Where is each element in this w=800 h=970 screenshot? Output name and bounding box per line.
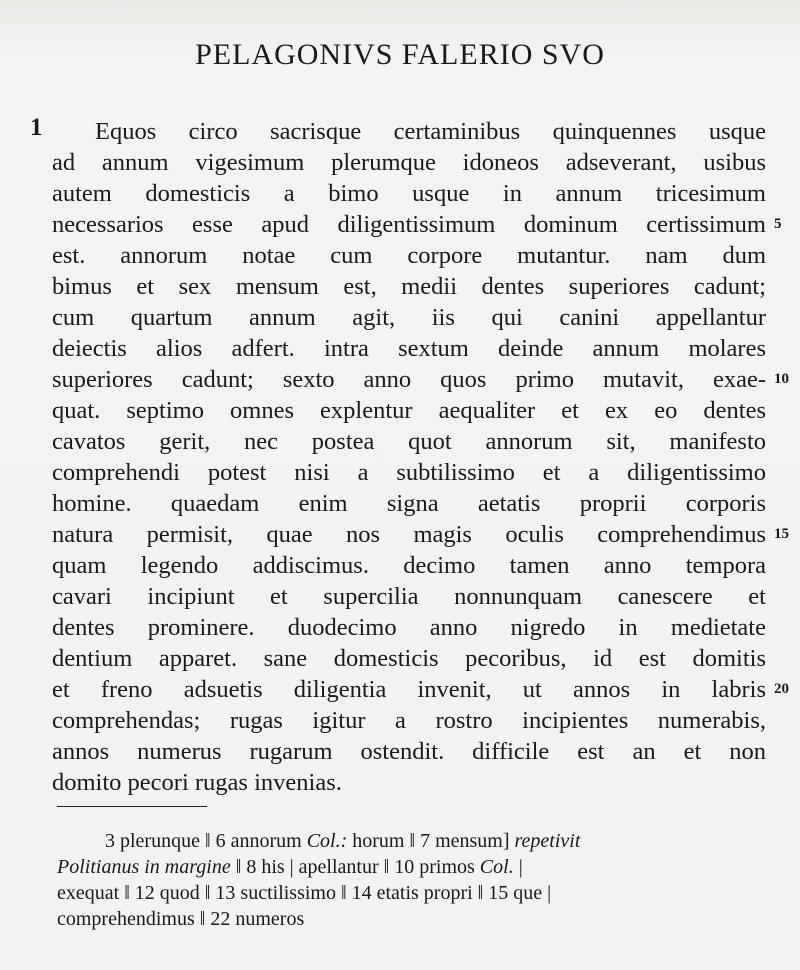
text-line: comprehendi potest nisi a subtilissimo et a diligentissimo xyxy=(52,459,766,486)
line-number: 10 xyxy=(774,371,789,387)
section-number: 1 xyxy=(30,114,43,141)
text-line: natura permisit, quae nos magis oculis comprehendimus xyxy=(52,521,766,548)
text-line: Equos circo sacrisque certaminibus quinquennes usque xyxy=(95,118,766,145)
text-line: est. annorum notae cum corpore mutantur. nam dum xyxy=(52,242,766,269)
apparatus-text: ‖ 8 his | apellantur ‖ 10 primos xyxy=(230,856,480,878)
text-line: cavari incipiunt et supercilia nonnunquam canescere et xyxy=(52,583,766,610)
text-line: dentes prominere. duodecimo anno nigredo in medietate xyxy=(52,614,766,641)
line-number: 15 xyxy=(774,526,789,542)
text-line: comprehendas; rugas igitur a rostro incipientes numerabis, xyxy=(52,707,766,734)
text-line: cavatos gerit, nec postea quot annorum sit, manifesto xyxy=(52,428,766,455)
text-line: necessarios esse apud diligentissimum dominum certissimum xyxy=(52,211,766,238)
text-line: deiectis alios adfert. intra sextum deinde annum molares xyxy=(52,335,766,362)
apparatus-text: | xyxy=(513,856,523,878)
text-line: quat. septimo omnes explentur aequaliter et ex eo dentes xyxy=(52,397,766,424)
text-line: domito pecori rugas invenias. xyxy=(52,769,342,796)
text-line: quam legendo addiscimus. decimo tamen anno tempora xyxy=(52,552,766,579)
apparatus-line xyxy=(57,854,771,880)
line-number: 5 xyxy=(774,216,782,232)
footnote-divider xyxy=(57,806,207,807)
apparatus-remark: Politianus in margine xyxy=(57,856,231,878)
apparatus-text: 3 plerunque ‖ 6 annorum xyxy=(105,830,307,852)
apparatus-line: exequat ‖ 12 quod ‖ 13 suctilissimo ‖ 14 etatis propri ‖ 15 que | xyxy=(57,882,552,904)
apparatus-line xyxy=(105,828,771,854)
line-number: 20 xyxy=(774,681,789,697)
text-line: superiores cadunt; sexto anno quos primo mutavit, exae- xyxy=(52,366,766,393)
text-line: bimus et sex mensum est, medii dentes superiores cadunt; xyxy=(52,273,766,300)
text-line: cum quartum annum agit, iis qui canini appellantur xyxy=(52,304,766,331)
text-line: homine. quaedam enim signa aetatis proprii corporis xyxy=(52,490,766,517)
text-line: dentium apparet. sane domesticis pecoribus, id est domitis xyxy=(52,645,766,672)
apparatus-line: comprehendimus ‖ 22 numeros xyxy=(57,908,305,930)
apparatus-text: horum ‖ 7 mensum] xyxy=(347,830,515,852)
text-line: et freno adsuetis diligentia invenit, ut annos in labris xyxy=(52,676,766,703)
apparatus-siglum: Col. xyxy=(479,856,514,878)
text-line: autem domesticis a bimo usque in annum tricesimum xyxy=(52,180,766,207)
apparatus-siglum: Col.: xyxy=(306,830,348,852)
page-title: PELAGONIVS FALERIO SVO xyxy=(195,38,605,71)
text-line: ad annum vigesimum plerumque idoneos adseverant, usibus xyxy=(52,149,766,176)
apparatus-remark: repetivit xyxy=(514,830,581,852)
text-line: annos numerus rugarum ostendit. difficile est an et non xyxy=(52,738,766,765)
